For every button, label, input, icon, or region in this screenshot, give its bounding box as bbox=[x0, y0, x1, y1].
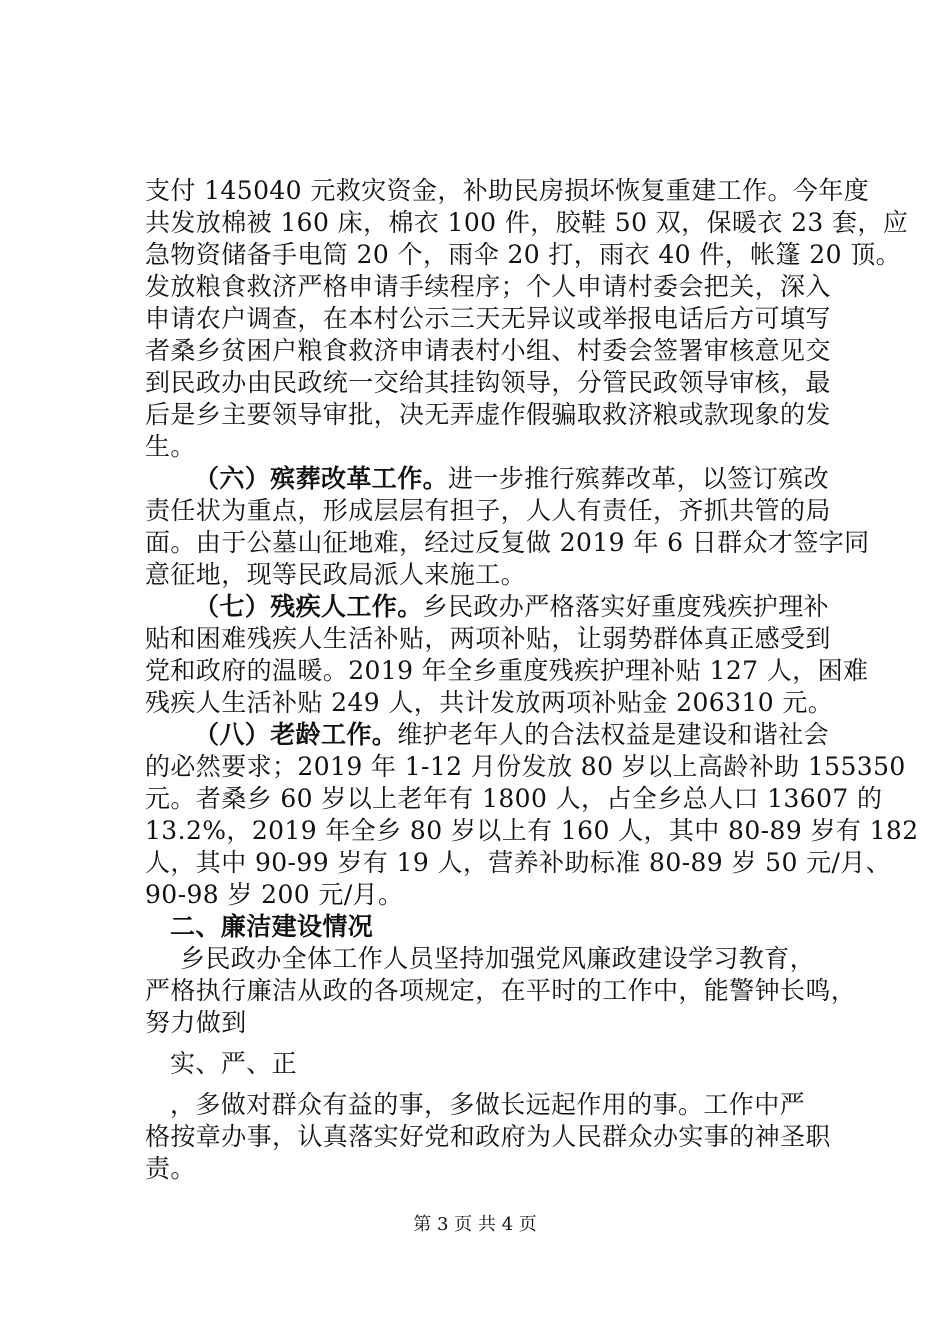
text-line: 格按章办事，认真落实好党和政府为人民群众办实事的神圣职 bbox=[145, 1122, 831, 1151]
text-line: 责任状为重点，形成层层有担子，人人有责任，齐抓共管的局 bbox=[145, 496, 831, 525]
text-line: 急物资储备手电筒 20 个，雨伞 20 打，雨衣 40 件，帐篷 20 顶。 bbox=[145, 240, 902, 269]
text-line: 支付 145040 元救灾资金，补助民房损坏恢复重建工作。今年度 bbox=[145, 176, 870, 205]
text-line: 共发放棉被 160 床，棉衣 100 件，胶鞋 50 双，保暖衣 23 套，应 bbox=[145, 208, 909, 237]
motto-line: 实、严、正 bbox=[170, 1049, 298, 1078]
page-footer: 第 3 页 共 4 页 bbox=[413, 1214, 537, 1235]
section-heading-elderly: （八）老龄工作。 bbox=[194, 720, 398, 749]
text-line: 90-98 岁 200 元/月。 bbox=[145, 880, 404, 909]
section-first-line bbox=[194, 591, 829, 623]
text-line: 者桑乡贫困户粮食救济申请表村小组、村委会签署审核意见交 bbox=[145, 336, 831, 365]
text-line: 的必然要求；2019 年 1-12 月份发放 80 岁以上高龄补助 155350 bbox=[145, 752, 906, 781]
text-line: 乡民政办全体工作人员坚持加强党风廉政建设学习教育， bbox=[180, 944, 816, 973]
text-line: 发放粮食救济严格申请手续程序；个人申请村委会把关，深入 bbox=[145, 272, 831, 301]
section-first-line bbox=[194, 719, 829, 751]
text-line: 残疾人生活补贴 249 人，共计发放两项补贴金 206310 元。 bbox=[145, 688, 834, 717]
text-line: 申请农户调查，在本村公示三天无异议或举报电话后方可填写 bbox=[145, 304, 831, 333]
text-line: 党和政府的温暖。2019 年全乡重度残疾护理补贴 127 人，困难 bbox=[145, 656, 869, 685]
text-line: 生。 bbox=[145, 432, 196, 461]
text-line: 13.2%，2019 年全乡 80 岁以上有 160 人，其中 80-89 岁有 182 bbox=[145, 816, 919, 845]
section-heading-integrity: 二、廉洁建设情况 bbox=[170, 912, 374, 941]
text-line: 后是乡主要领导审批，决无弄虚作假骗取救济粮或款现象的发 bbox=[145, 400, 831, 429]
text-line: ，多做对群众有益的事，多做长远起作用的事。工作中严 bbox=[170, 1090, 806, 1119]
text-line: 面。由于公墓山征地难，经过反复做 2019 年 6 日群众才签字同 bbox=[145, 528, 870, 557]
text-span: 进一步推行殡葬改革，以签订殡改 bbox=[448, 464, 830, 493]
text-line: 到民政办由民政统一交给其挂钩领导，分管民政领导审核，最 bbox=[145, 368, 831, 397]
text-line: 贴和困难残疾人生活补贴，两项补贴，让弱势群体真正感受到 bbox=[145, 624, 831, 653]
text-line: 责。 bbox=[145, 1154, 196, 1183]
text-line: 严格执行廉洁从政的各项规定，在平时的工作中，能警钟长鸣， bbox=[145, 976, 857, 1005]
text-span: 维护老年人的合法权益是建设和谐社会 bbox=[397, 720, 830, 749]
text-line: 意征地，现等民政局派人来施工。 bbox=[145, 560, 527, 589]
text-span: 乡民政办严格落实好重度残疾护理补 bbox=[422, 592, 830, 621]
section-first-line bbox=[194, 463, 829, 495]
text-line: 元。者桑乡 60 岁以上老年有 1800 人，占全乡总人口 13607 的 bbox=[145, 784, 883, 813]
section-heading-disabled: （七）残疾人工作。 bbox=[194, 592, 423, 621]
text-line: 努力做到 bbox=[145, 1008, 247, 1037]
section-heading-funeral: （六）殡葬改革工作。 bbox=[194, 464, 449, 493]
text-line: 人，其中 90-99 岁有 19 人，营养补助标准 80-89 岁 50 元/月、 bbox=[145, 848, 892, 877]
